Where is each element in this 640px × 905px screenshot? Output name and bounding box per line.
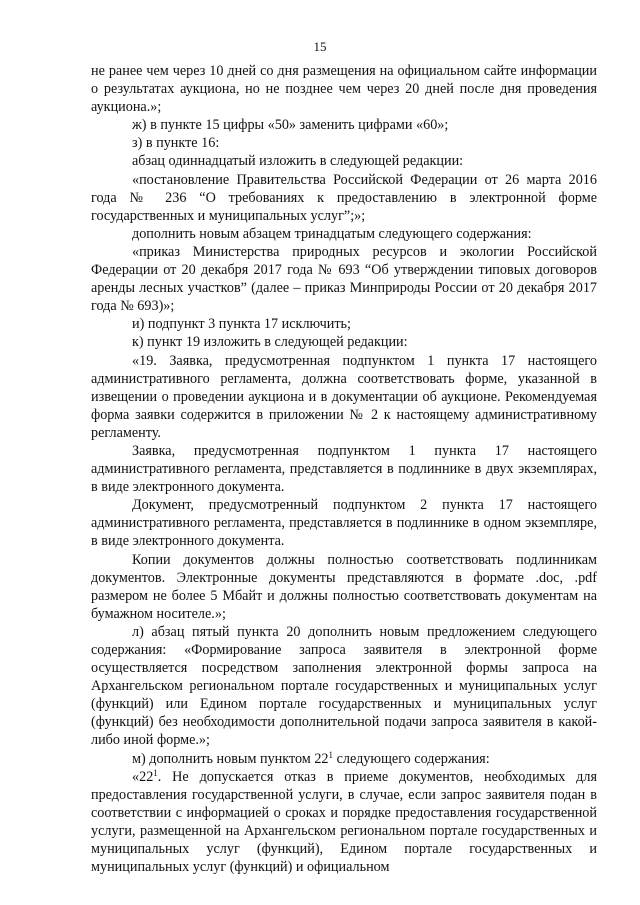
- paragraph-point-22-1-text: . Не допускается отказ в приеме документов, необходимых для предоставления государственной услуги, в случае, если запрос заявителя подан в соответствии с информацией о сроках и порядке предоставления государственной услуги, размещенной на Архангельском региональном портале государственных и муниципальных услуг (функций), Едином портале государственных и муниципальных услуг (функций) и официальном: [91, 768, 597, 876]
- superscript-marker: 1: [328, 749, 334, 760]
- paragraph-item-l: л) абзац пятый пункта 20 дополнить новым предложением следующего содержания: «Формирование запроса заявителя в электронной форме осуществляется посредством заполнения электронной формы запроса на Архангельском региональном портале государственных и муниципальных услуг (функций) или Едином портале государственных и муниципальных услуг (функций) без необходимости дополнительной подачи запроса заявителя в какой-либо иной форме.»;: [91, 623, 597, 749]
- superscript-marker: 1: [153, 767, 158, 778]
- page-number: 15: [313, 39, 327, 54]
- paragraph-point-19: «19. Заявка, предусмотренная подпунктом 1 пункта 17 настоящего административного регламента, должна соответствовать форме, указанной в извещении о проведении аукциона и в документации об аукционе. Рекомендуемая форма заявки содержится в приложении № 2 к настоящему административному регламенту.: [91, 352, 597, 441]
- paragraph-dokument: Документ, предусмотренный подпунктом 2 пункта 17 настоящего административного регламента, представляется в подлиннике в одном экземпляре, в виде электронного документа.: [91, 497, 597, 550]
- paragraph-continuation: не ранее чем через 10 дней со дня размещения на официальном сайте информации о результатах аукциона, но не позднее чем через 20 дней после дня проведения аукциона.»;: [91, 63, 597, 116]
- paragraph-item-k: к) пункт 19 изложить в следующей редакции:: [132, 334, 408, 351]
- paragraph-kopii: Копии документов должны полностью соответствовать подлинникам документов. Электронные документы представляются в формате .doc, .pdf размером не более 5 Мбайт и должны полностью соответствовать документам на бумажном носителе.»;: [91, 551, 597, 622]
- paragraph-point-22-1-start: «22: [132, 768, 154, 785]
- paragraph-item-m-text: м) дополнить новым пунктом 22: [132, 750, 329, 767]
- paragraph-item-m: [91, 750, 597, 768]
- paragraph-item-z: з) в пункте 16:: [132, 135, 220, 152]
- paragraph-prikaz: «приказ Министерства природных ресурсов и экологии Российской Федерации от 20 декабря 2017 года № 693 “Об утверждении типовых договоров аренды лесных участков” (далее – приказ Минприроды России от 20 декабря 2017 года № 693)»;: [91, 243, 597, 315]
- paragraph-abzac-11: абзац одиннадцатый изложить в следующей редакции:: [132, 153, 464, 170]
- document-body: [91, 62, 597, 876]
- paragraph-item-i: и) подпункт 3 пункта 17 исключить;: [132, 316, 351, 333]
- paragraph-abzac-13: дополнить новым абзацем тринадцатым следующего содержания:: [132, 225, 532, 242]
- paragraph-postanovlenie: «постановление Правительства Российской Федерации от 26 марта 2016 года № 236 “О требованиях к предоставлению в электронной форме государственных и муниципальных услуг”;»;: [91, 171, 597, 224]
- paragraph-point-22-1: [91, 768, 597, 877]
- paragraph-item-zh: ж) в пункте 15 цифры «50» заменить цифрами «60»;: [132, 117, 449, 134]
- paragraph-zayavka: Заявка, предусмотренная подпунктом 1 пункта 17 настоящего административного регламента, представляется в подлиннике в двух экземплярах, в виде электронного документа.: [91, 442, 597, 496]
- paragraph-item-m-tail: следующего содержания:: [333, 750, 490, 767]
